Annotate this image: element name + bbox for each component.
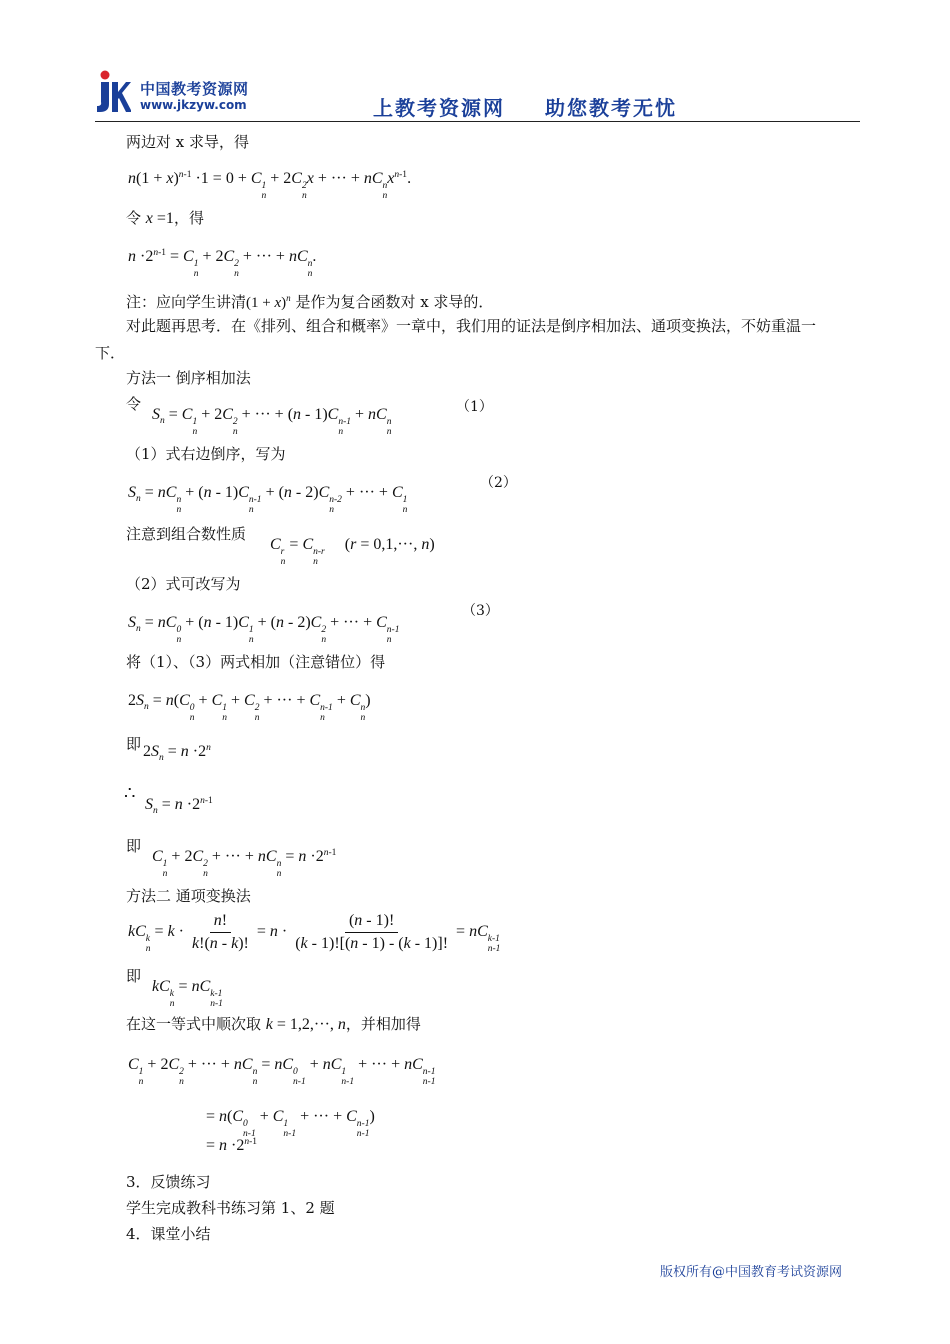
text-let-x: 令 x =1，得 bbox=[126, 209, 204, 227]
text-therefore: ∴ bbox=[124, 783, 136, 804]
formula-x1: $n \cdot 2^{n-1} = C$ 1 n + 2C 2 n + ··· + nC n n . bbox=[128, 248, 317, 279]
formula-property: C r n = C n-r n (r = 0,1,···, n) bbox=[270, 536, 435, 567]
text-rewrite: （2）式可改写为 bbox=[126, 575, 241, 593]
formula-sum2-line3: = $n \cdot 2^{n-1}$ bbox=[206, 1137, 258, 1154]
formula-sum2-line2: = n(C 0 n-1 + C 1 n-1 + ··· + C n-1 n-1 ) bbox=[206, 1108, 375, 1139]
text-get: ，得 bbox=[173, 209, 204, 227]
logo-title: 中国教考资源网 bbox=[140, 80, 249, 98]
slogan-left: 上教考资源网 bbox=[373, 96, 505, 120]
copyright-footer: 版权所有@中国教育考试资源网 bbox=[660, 1265, 843, 1280]
tag-3: （3） bbox=[462, 603, 499, 619]
text-let: 令 bbox=[126, 209, 142, 227]
section-3-text: 学生完成教科书练习第 1、2 题 bbox=[126, 1199, 335, 1217]
jk-logo-icon bbox=[97, 70, 131, 114]
tag-2: （2） bbox=[480, 475, 517, 491]
tag-1: （1） bbox=[456, 399, 493, 415]
text-let2: 令 bbox=[126, 395, 142, 413]
formula-term-short: kC k n = nC k-1 n-1 bbox=[152, 978, 223, 1009]
formula-3: $S_n$ = nC 0 n + (n - 1)C 1 n + (n - 2)C 2 n + ··· + C n-1 n bbox=[128, 614, 400, 645]
formula-sum: $2S_n = n(C$ 0 n + C 1 n + C 2 n + ··· + C n-1 n + C n n ) bbox=[128, 692, 371, 723]
logo-url: www.jkzyw.com bbox=[140, 98, 247, 112]
text-ji-1: 即 bbox=[126, 735, 142, 753]
formula-result1: C 1 n + 2C 2 n + ··· + nC n n = $n \cdot 2^{n-1}$ bbox=[152, 848, 337, 879]
section-3: 3．反馈练习 bbox=[126, 1173, 211, 1191]
header-slogan bbox=[373, 92, 677, 121]
formula-2sn: $2S_n = n \cdot 2^n$ bbox=[143, 743, 211, 763]
formula-1: $S_n = C$ 1 n + 2C 2 n + ··· + (n - 1)C n-1 n + nC n n bbox=[152, 406, 392, 437]
text-note-a: 注：应向学生讲清 bbox=[126, 293, 247, 311]
text-take-b: ，并相加得 bbox=[345, 1015, 421, 1033]
method2-title: 方法二 通项变换法 bbox=[126, 887, 251, 905]
formula-sn: $S_n = n \cdot 2^{n-1}$ bbox=[145, 796, 213, 816]
text-rethink: 对此题再思考．在《排列、组合和概率》一章中，我们用的证法是倒序相加法、通项变换法，不妨重温一 bbox=[126, 317, 817, 335]
formula-2: $S_n$ = nC n n + (n - 1)C n-1 n + (n - 2)C n-2 n + ··· + C 1 n bbox=[128, 484, 408, 515]
text-derivative: 两边对 x 求导，得 bbox=[126, 133, 249, 151]
text-ji-2: 即 bbox=[126, 837, 142, 855]
text-note: 注：应向学生讲清$(1 + x)^n$ 是作为复合函数对 x 求导的． bbox=[126, 293, 494, 311]
text-property: 注意到组合数性质 bbox=[126, 525, 247, 543]
formula-derivative: $n(1 + x)^{n-1} \cdot 1 = 0 + C$ 1 n + 2C 2 n x + ··· + nC n n $x^{n-1}$. bbox=[128, 170, 412, 201]
formula-sum2-line1: C 1 n + 2C 2 n + ··· + nC n n = nC 0 n-1 + nC 1 n-1 + ··· + nC n-1 n-1 bbox=[128, 1056, 436, 1087]
slogan-right: 助您教考无忧 bbox=[545, 96, 677, 120]
text-note-b: 是作为复合函数对 x 求导的． bbox=[295, 293, 494, 311]
text-add: 将（1）、（3）两式相加（注意错位）得 bbox=[126, 653, 386, 671]
method1-title: 方法一 倒序相加法 bbox=[126, 369, 251, 387]
text-take: 在这一等式中顺次取 k = 1,2,···, n，并相加得 bbox=[126, 1015, 421, 1033]
formula-term: kC k n = k · $\frac{n!}{k!(n - k)!}$ = n · $\frac{(n - 1)!}{(k - 1)![(n - 1) - (k - 1)]!}$ = nC k-1 n-1 bbox=[128, 912, 501, 955]
text-rethink-end: 下． bbox=[95, 344, 126, 362]
text-reverse: （1）式右边倒序，写为 bbox=[126, 445, 286, 463]
text-take-a: 在这一等式中顺次取 bbox=[126, 1015, 262, 1033]
section-4: 4．课堂小结 bbox=[126, 1225, 211, 1243]
site-logo[interactable] bbox=[95, 64, 295, 119]
header-rule bbox=[95, 121, 860, 122]
text-ji-3: 即 bbox=[126, 967, 142, 985]
page-header bbox=[95, 62, 860, 124]
